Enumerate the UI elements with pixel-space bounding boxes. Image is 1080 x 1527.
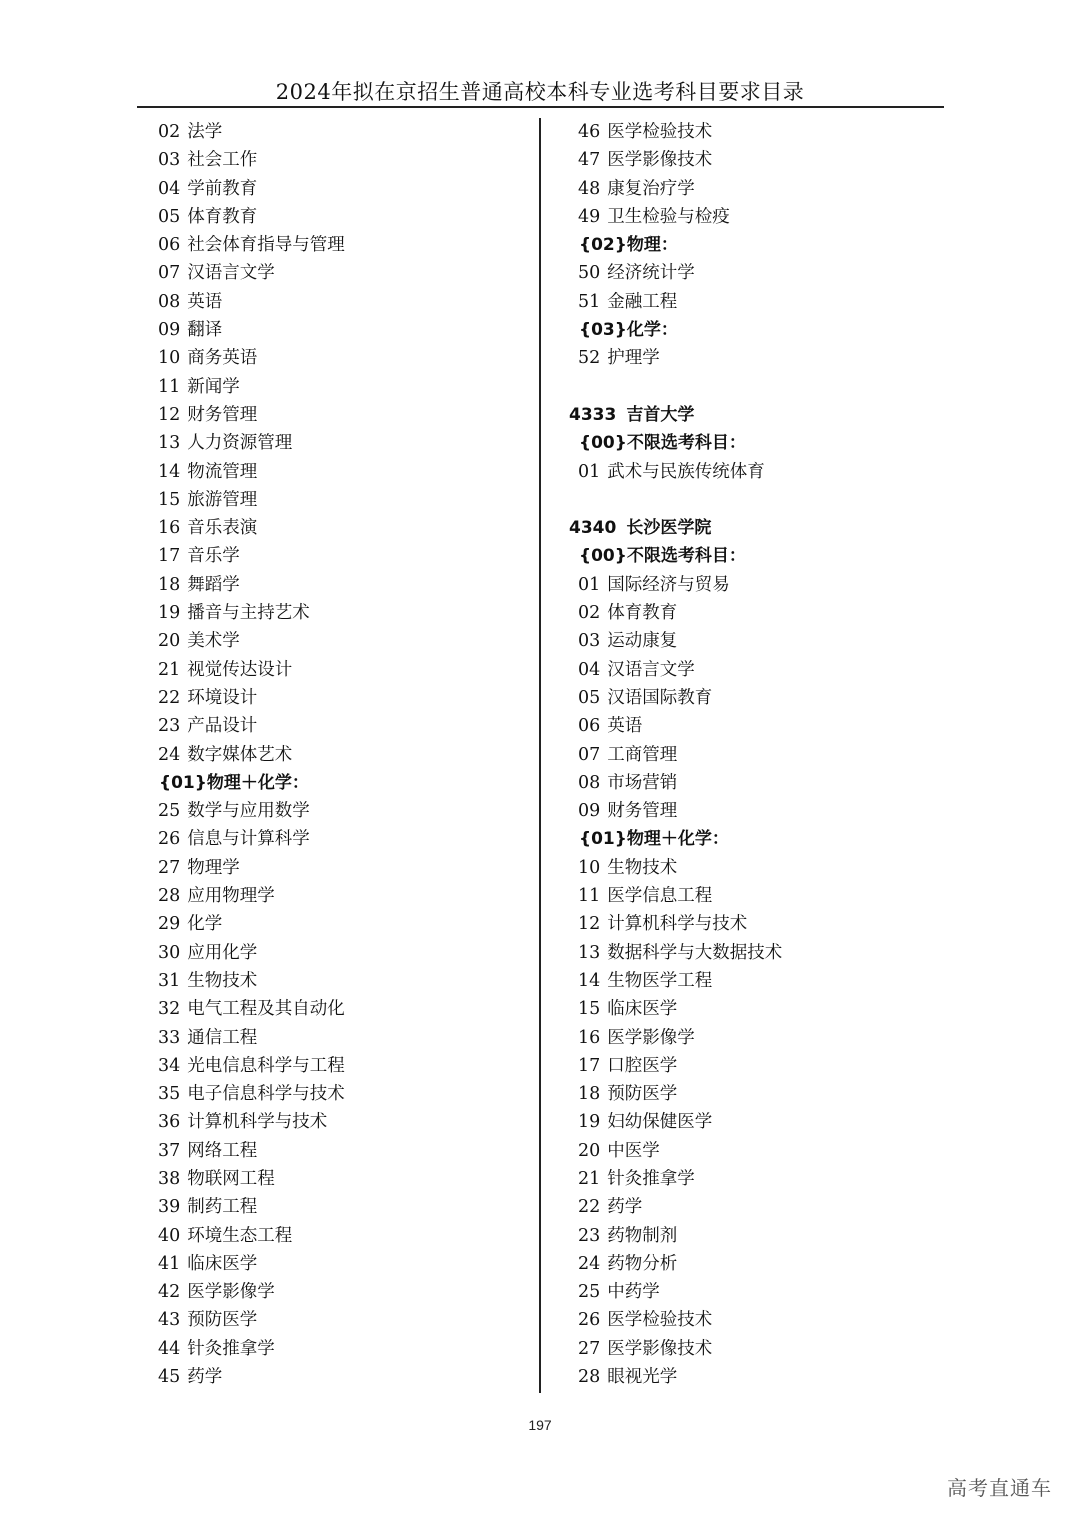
- major-item: [158, 967, 345, 995]
- major-item: [578, 288, 782, 316]
- major-item: [158, 910, 345, 938]
- major-number: 07: [578, 744, 601, 765]
- major-name: 医学影像学: [187, 1282, 275, 1303]
- school-heading: [569, 401, 782, 429]
- blank-line: [578, 373, 782, 401]
- major-number: 52: [578, 348, 601, 369]
- major-name: 视觉传达设计: [187, 659, 293, 680]
- major-name: 舞蹈学: [187, 574, 240, 595]
- major-number: 06: [578, 716, 601, 737]
- major-item: [158, 684, 345, 712]
- major-number: 01: [578, 461, 601, 482]
- major-item: [158, 203, 345, 231]
- major-name: 物联网工程: [187, 1168, 275, 1189]
- major-name: 工商管理: [607, 744, 678, 765]
- major-number: 31: [158, 970, 181, 991]
- major-item: [158, 599, 345, 627]
- major-number: 26: [158, 829, 181, 850]
- major-name: 人力资源管理: [187, 433, 293, 454]
- major-number: 16: [158, 518, 181, 539]
- major-item: [158, 1335, 345, 1363]
- major-name: 体育教育: [607, 603, 678, 624]
- major-name: 临床医学: [187, 1253, 258, 1274]
- major-item: [578, 939, 782, 967]
- major-number: 24: [158, 744, 181, 765]
- school-code: 4340: [569, 518, 617, 539]
- major-item: [578, 599, 782, 627]
- major-name: 预防医学: [607, 1084, 678, 1105]
- major-item: [578, 1306, 782, 1334]
- major-item: [578, 1193, 782, 1221]
- major-name: 市场营销: [607, 772, 678, 793]
- major-name: 播音与主持艺术: [187, 603, 310, 624]
- major-item: [158, 175, 345, 203]
- major-name: 体育教育: [187, 206, 258, 227]
- major-number: 14: [578, 970, 601, 991]
- major-number: 48: [578, 178, 601, 199]
- subject-group-heading: {03}化学：: [579, 320, 678, 341]
- major-name: 电气工程及其自动化: [187, 999, 345, 1020]
- major-item: [578, 769, 782, 797]
- major-number: 11: [578, 886, 601, 907]
- major-number: 02: [158, 122, 181, 142]
- major-number: 27: [578, 1338, 601, 1359]
- major-item: [158, 401, 345, 429]
- blank-line: [578, 486, 782, 514]
- major-name: 信息与计算科学: [187, 829, 310, 850]
- major-number: 03: [158, 150, 181, 171]
- major-number: 28: [578, 1367, 601, 1388]
- major-item: [578, 995, 782, 1023]
- major-number: 12: [158, 404, 181, 425]
- major-item: [578, 203, 782, 231]
- major-name: 妇幼保健医学: [607, 1112, 713, 1133]
- major-name: 中药学: [607, 1282, 660, 1303]
- major-item: [578, 175, 782, 203]
- major-number: 35: [158, 1084, 181, 1105]
- column-divider: [539, 118, 541, 1393]
- major-item: [578, 571, 782, 599]
- major-name: 物理学: [187, 857, 240, 878]
- major-name: 计算机科学与技术: [607, 914, 748, 935]
- major-name: 生物技术: [607, 857, 678, 878]
- major-number: 25: [578, 1282, 601, 1303]
- school-code: 4333: [569, 404, 617, 425]
- major-number: 22: [158, 687, 181, 708]
- major-name: 新闻学: [187, 376, 240, 397]
- major-name: 英语: [607, 716, 643, 737]
- major-name: 光电信息科学与工程: [187, 1055, 345, 1076]
- major-number: 21: [158, 659, 181, 680]
- major-item: [158, 1024, 345, 1052]
- major-number: 51: [578, 291, 601, 312]
- major-item: [158, 1222, 345, 1250]
- major-number: 07: [158, 263, 181, 284]
- major-item: [578, 627, 782, 655]
- major-item: [578, 118, 782, 146]
- major-name: 武术与民族传统体育: [607, 461, 765, 482]
- major-name: 生物技术: [187, 970, 258, 991]
- school-name: 长沙医学院: [626, 518, 712, 539]
- major-number: 17: [158, 546, 181, 567]
- major-name: 应用化学: [187, 942, 258, 963]
- major-item: [158, 118, 345, 146]
- major-item: [158, 373, 345, 401]
- major-item: [158, 627, 345, 655]
- major-name: 数学与应用数学: [187, 801, 310, 822]
- right-column: [569, 118, 783, 1391]
- page-title: 2024年拟在京招生普通高校本科专业选考科目要求目录: [275, 80, 805, 104]
- major-item: [578, 712, 782, 740]
- major-item: [578, 344, 782, 372]
- major-name: 法学: [187, 122, 223, 142]
- major-name: 数据科学与大数据技术: [607, 942, 783, 963]
- major-name: 通信工程: [187, 1027, 258, 1048]
- major-item: [158, 429, 345, 457]
- major-name: 药物分析: [607, 1253, 678, 1274]
- major-number: 18: [158, 574, 181, 595]
- major-item: [158, 854, 345, 882]
- major-number: 15: [158, 489, 181, 510]
- major-name: 临床医学: [607, 999, 678, 1020]
- major-name: 汉语国际教育: [607, 687, 713, 708]
- major-number: 03: [578, 631, 601, 652]
- major-name: 药物制剂: [607, 1225, 678, 1246]
- major-item: [578, 1250, 782, 1278]
- major-number: 01: [578, 574, 601, 595]
- major-name: 学前教育: [187, 178, 258, 199]
- major-number: 36: [158, 1112, 181, 1133]
- major-name: 经济统计学: [607, 263, 695, 284]
- major-name: 英语: [187, 291, 223, 312]
- major-item: [158, 712, 345, 740]
- major-item: [158, 1137, 345, 1165]
- major-number: 41: [158, 1253, 181, 1274]
- major-number: 49: [578, 206, 601, 227]
- major-item: [158, 797, 345, 825]
- major-item: [578, 882, 782, 910]
- major-number: 34: [158, 1055, 181, 1076]
- major-item: [158, 486, 345, 514]
- major-number: 08: [578, 772, 601, 793]
- major-name: 翻译: [187, 320, 223, 341]
- major-number: 30: [158, 942, 181, 963]
- major-number: 42: [158, 1282, 181, 1303]
- major-number: 12: [578, 914, 601, 935]
- major-number: 20: [578, 1140, 601, 1161]
- major-name: 国际经济与贸易: [607, 574, 730, 595]
- major-name: 汉语言文学: [607, 659, 695, 680]
- major-number: 20: [158, 631, 181, 652]
- major-item: [578, 741, 782, 769]
- major-item: [578, 684, 782, 712]
- major-number: 28: [158, 886, 181, 907]
- major-number: 32: [158, 999, 181, 1020]
- major-number: 14: [158, 461, 181, 482]
- major-name: 音乐学: [187, 546, 240, 567]
- major-name: 汉语言文学: [187, 263, 275, 284]
- major-number: 17: [578, 1055, 601, 1076]
- major-name: 美术学: [187, 631, 240, 652]
- major-number: 13: [578, 942, 601, 963]
- major-name: 中医学: [607, 1140, 660, 1161]
- major-item: [578, 458, 782, 486]
- major-item: [578, 1335, 782, 1363]
- major-item: [578, 146, 782, 174]
- major-name: 卫生检验与检疫: [607, 206, 730, 227]
- major-number: 10: [158, 348, 181, 369]
- major-number: 24: [578, 1253, 601, 1274]
- major-number: 13: [158, 433, 181, 454]
- subject-group-heading: {02}物理：: [579, 235, 678, 256]
- major-item: [158, 1306, 345, 1334]
- major-name: 预防医学: [187, 1310, 258, 1331]
- major-name: 商务英语: [187, 348, 258, 369]
- major-item: [158, 995, 345, 1023]
- major-item: [158, 1278, 345, 1306]
- major-item: [158, 1250, 345, 1278]
- major-number: 26: [578, 1310, 601, 1331]
- major-name: 医学影像技术: [607, 1338, 713, 1359]
- subject-group-heading: {01}物理＋化学：: [159, 772, 309, 793]
- major-number: 04: [158, 178, 181, 199]
- major-item: [158, 1052, 345, 1080]
- major-item: [578, 1363, 782, 1391]
- major-name: 环境设计: [187, 687, 258, 708]
- major-item: [158, 514, 345, 542]
- major-item: [158, 344, 345, 372]
- major-number: 45: [158, 1367, 181, 1388]
- major-item: [578, 1165, 782, 1193]
- major-number: 02: [578, 603, 601, 624]
- left-column: [158, 118, 345, 1391]
- major-item: [578, 1024, 782, 1052]
- major-number: 43: [158, 1310, 181, 1331]
- major-item: [158, 1108, 345, 1136]
- subject-group-heading: {01}物理＋化学：: [579, 829, 729, 850]
- major-number: 22: [578, 1197, 601, 1218]
- major-name: 口腔医学: [607, 1055, 678, 1076]
- major-name: 社会工作: [187, 150, 258, 171]
- major-name: 护理学: [607, 348, 660, 369]
- major-item: [578, 1137, 782, 1165]
- header-divider: [137, 106, 944, 108]
- major-number: 09: [578, 801, 601, 822]
- major-item: [158, 259, 345, 287]
- major-number: 27: [158, 857, 181, 878]
- major-name: 财务管理: [187, 404, 258, 425]
- major-number: 50: [578, 263, 601, 284]
- major-number: 47: [578, 150, 601, 171]
- major-number: 06: [158, 235, 181, 256]
- major-number: 08: [158, 291, 181, 312]
- major-item: [578, 1080, 782, 1108]
- major-item: [578, 1108, 782, 1136]
- major-name: 产品设计: [187, 716, 258, 737]
- major-name: 数字媒体艺术: [187, 744, 293, 765]
- major-number: 04: [578, 659, 601, 680]
- major-name: 药学: [187, 1367, 223, 1388]
- major-number: 46: [578, 122, 601, 142]
- major-item: [158, 316, 345, 344]
- major-item: [158, 656, 345, 684]
- major-item: [578, 259, 782, 287]
- subject-group-heading: {00}不限选考科目：: [579, 546, 746, 567]
- major-item: [158, 939, 345, 967]
- major-number: 09: [158, 320, 181, 341]
- major-name: 金融工程: [607, 291, 678, 312]
- major-name: 针灸推拿学: [187, 1338, 275, 1359]
- major-item: [158, 146, 345, 174]
- major-number: 25: [158, 801, 181, 822]
- major-name: 制药工程: [187, 1197, 258, 1218]
- major-number: 37: [158, 1140, 181, 1161]
- major-item: [158, 1165, 345, 1193]
- major-number: 29: [158, 914, 181, 935]
- major-item: [578, 1222, 782, 1250]
- major-number: 05: [158, 206, 181, 227]
- major-item: [578, 1052, 782, 1080]
- major-number: 33: [158, 1027, 181, 1048]
- major-item: [158, 1363, 345, 1391]
- major-name: 运动康复: [607, 631, 678, 652]
- major-name: 音乐表演: [187, 518, 258, 539]
- major-item: [578, 967, 782, 995]
- major-number: 18: [578, 1084, 601, 1105]
- major-item: [578, 797, 782, 825]
- major-name: 医学影像技术: [607, 150, 713, 171]
- major-number: 44: [158, 1338, 181, 1359]
- major-number: 16: [578, 1027, 601, 1048]
- major-number: 05: [578, 687, 601, 708]
- major-name: 医学信息工程: [607, 886, 713, 907]
- major-number: 38: [158, 1168, 181, 1189]
- major-name: 物流管理: [187, 461, 258, 482]
- major-name: 医学检验技术: [607, 1310, 713, 1331]
- school-name: 吉首大学: [626, 404, 695, 425]
- major-number: 23: [578, 1225, 601, 1246]
- major-name: 医学检验技术: [607, 122, 713, 142]
- major-name: 医学影像学: [607, 1027, 695, 1048]
- school-heading: [569, 514, 782, 542]
- major-item: [578, 1278, 782, 1306]
- watermark: 高考直通车: [947, 1476, 1052, 1500]
- major-item: [158, 288, 345, 316]
- major-number: 21: [578, 1168, 601, 1189]
- major-name: 社会体育指导与管理: [187, 235, 345, 256]
- major-number: 39: [158, 1197, 181, 1218]
- major-item: [158, 1080, 345, 1108]
- major-item: [578, 910, 782, 938]
- major-item: [158, 571, 345, 599]
- major-item: [158, 825, 345, 853]
- major-name: 药学: [607, 1197, 643, 1218]
- major-number: 10: [578, 857, 601, 878]
- major-name: 环境生态工程: [187, 1225, 293, 1246]
- major-name: 计算机科学与技术: [187, 1112, 328, 1133]
- major-item: [158, 231, 345, 259]
- major-name: 眼视光学: [607, 1367, 678, 1388]
- major-number: 19: [578, 1112, 601, 1133]
- major-name: 电子信息科学与技术: [187, 1084, 345, 1105]
- subject-group-heading: {00}不限选考科目：: [579, 433, 746, 454]
- major-name: 应用物理学: [187, 886, 275, 907]
- major-name: 网络工程: [187, 1140, 258, 1161]
- major-item: [158, 458, 345, 486]
- major-name: 财务管理: [607, 801, 678, 822]
- major-item: [158, 542, 345, 570]
- major-name: 康复治疗学: [607, 178, 695, 199]
- major-item: [578, 656, 782, 684]
- major-number: 19: [158, 603, 181, 624]
- major-number: 11: [158, 376, 181, 397]
- major-item: [578, 854, 782, 882]
- page-number: 197: [528, 1417, 552, 1433]
- major-item: [158, 741, 345, 769]
- major-item: [158, 1193, 345, 1221]
- major-number: 40: [158, 1225, 181, 1246]
- major-name: 针灸推拿学: [607, 1168, 695, 1189]
- major-item: [158, 882, 345, 910]
- major-number: 15: [578, 999, 601, 1020]
- major-name: 生物医学工程: [607, 970, 713, 991]
- major-number: 23: [158, 716, 181, 737]
- major-name: 旅游管理: [187, 489, 258, 510]
- major-name: 化学: [187, 914, 223, 935]
